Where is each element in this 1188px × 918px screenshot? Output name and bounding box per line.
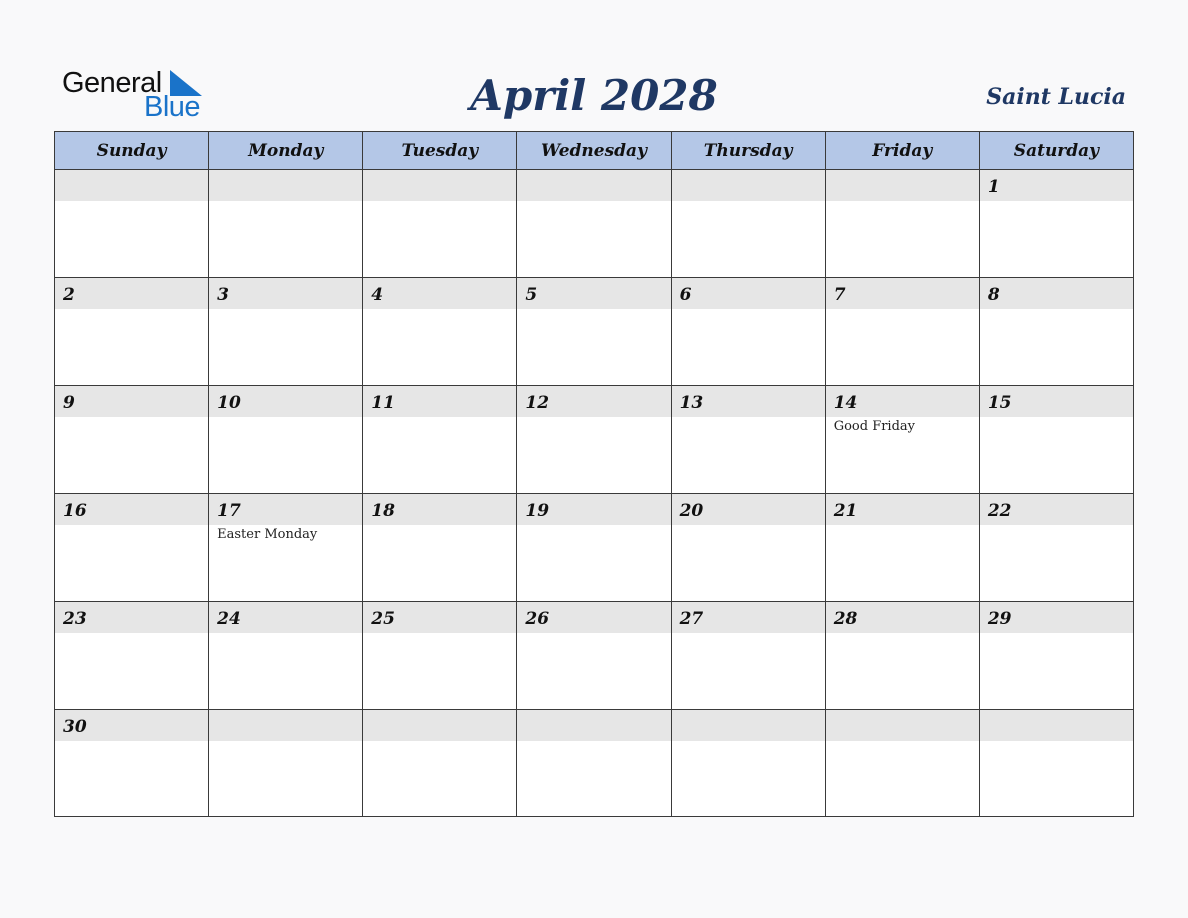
day-cell [55,602,209,710]
day-cell [671,278,825,386]
day-number [517,710,670,741]
day-number: 18 [363,494,516,525]
day-number [672,170,825,201]
day-cell [671,602,825,710]
day-number [363,170,516,201]
weekday-header: Tuesday [363,132,517,170]
calendar-grid [54,131,1134,817]
day-cell [517,494,671,602]
day-cell [979,710,1133,817]
day-number: 8 [980,278,1133,309]
day-cell [209,278,363,386]
day-cell [55,710,209,817]
day-cell [209,602,363,710]
day-cell [825,494,979,602]
day-cell [671,494,825,602]
day-cell [363,278,517,386]
logo-general-text: General [62,67,162,99]
day-cell [55,386,209,494]
day-number: 20 [672,494,825,525]
day-cell [363,170,517,278]
week-row [55,170,1134,278]
country-name: Saint Lucia [986,84,1126,110]
day-number: 21 [826,494,979,525]
day-number [209,170,362,201]
holiday-label: Good Friday [833,419,916,434]
week-row [55,710,1134,817]
day-cell [209,386,363,494]
day-number: 4 [363,278,516,309]
day-cell [363,710,517,817]
day-cell [363,602,517,710]
day-number: 1 [980,170,1133,201]
weekday-header: Monday [209,132,363,170]
day-cell [209,710,363,817]
day-number: 29 [980,602,1133,633]
day-cell [55,494,209,602]
day-cell [517,710,671,817]
day-cell [209,494,363,602]
weekday-header: Sunday [55,132,209,170]
day-cell [825,170,979,278]
day-cell [517,278,671,386]
day-number [980,710,1133,741]
day-number: 23 [55,602,208,633]
day-number: 17 [209,494,362,525]
day-number [363,710,516,741]
week-row [55,602,1134,710]
week-row [55,494,1134,602]
day-number: 27 [672,602,825,633]
day-cell [671,170,825,278]
day-cell [979,494,1133,602]
day-cell [517,386,671,494]
week-row [55,386,1134,494]
day-cell [979,278,1133,386]
day-number [517,170,670,201]
weekday-header: Wednesday [517,132,671,170]
logo-blue-text: Blue [144,91,201,123]
day-number: 16 [55,494,208,525]
day-number [826,170,979,201]
day-number: 11 [363,386,516,417]
day-number [826,710,979,741]
day-cell [671,386,825,494]
day-number [672,710,825,741]
day-number: 19 [517,494,670,525]
weekday-header: Thursday [671,132,825,170]
day-cell [825,710,979,817]
day-number: 6 [672,278,825,309]
day-number: 12 [517,386,670,417]
day-number: 25 [363,602,516,633]
day-cell [979,386,1133,494]
day-cell [209,170,363,278]
day-cell [363,494,517,602]
day-number: 22 [980,494,1133,525]
day-cell [55,170,209,278]
day-number [209,710,362,741]
page-title: April 2028 [470,71,718,120]
weekday-header: Saturday [979,132,1133,170]
day-number: 10 [209,386,362,417]
day-cell [363,386,517,494]
day-number: 14 [826,386,979,417]
day-number: 3 [209,278,362,309]
day-number [55,170,208,201]
day-cell [517,602,671,710]
day-number: 28 [826,602,979,633]
day-cell [517,170,671,278]
day-cell [979,170,1133,278]
weekday-header: Friday [825,132,979,170]
week-row [55,278,1134,386]
day-number: 24 [209,602,362,633]
day-number: 15 [980,386,1133,417]
day-cell [979,602,1133,710]
day-number: 26 [517,602,670,633]
weekday-header-row [55,132,1134,170]
day-cell [825,278,979,386]
day-number: 2 [55,278,208,309]
day-number: 13 [672,386,825,417]
day-cell [825,602,979,710]
holiday-label: Easter Monday [217,527,318,542]
day-number: 7 [826,278,979,309]
day-cell [825,386,979,494]
day-number: 5 [517,278,670,309]
day-cell [671,710,825,817]
day-cell [55,278,209,386]
day-number: 9 [55,386,208,417]
day-number: 30 [55,710,208,741]
